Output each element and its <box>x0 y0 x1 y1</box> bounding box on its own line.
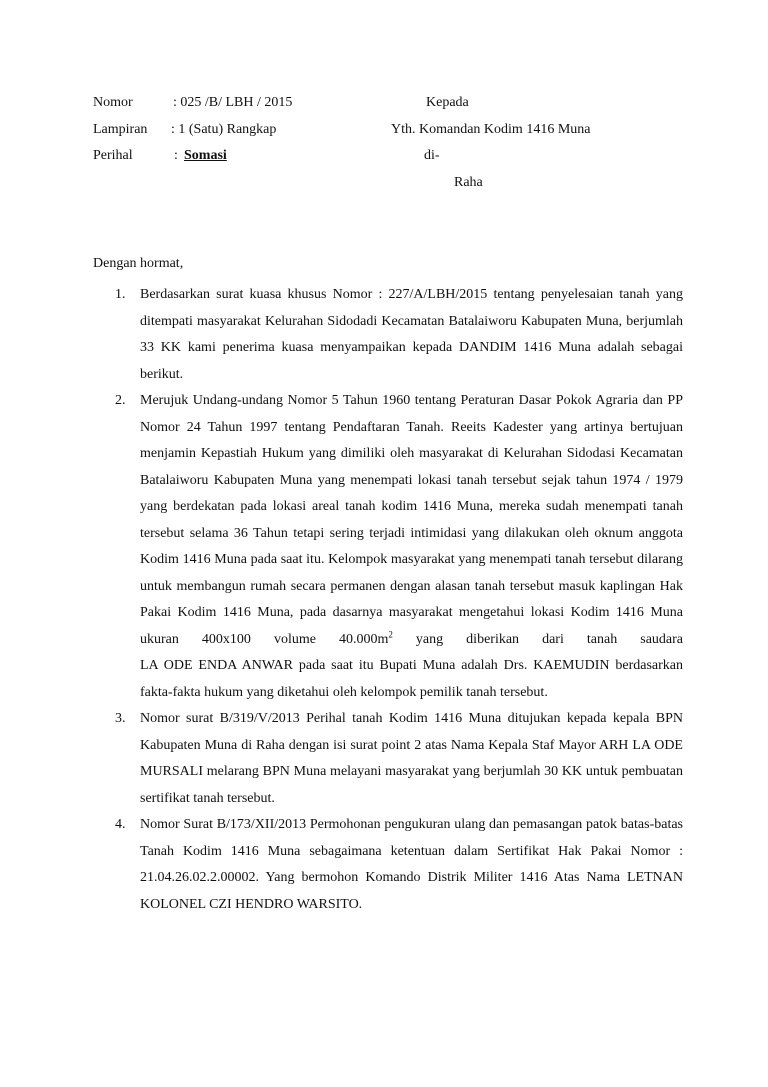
list-item-number: 3. <box>115 711 126 726</box>
lampiran-value: : 1 (Satu) Rangkap <box>171 122 277 137</box>
list-item-number: 4. <box>115 817 126 832</box>
list-item <box>93 388 683 706</box>
list-item-text: Nomor surat B/319/V/2013 Perihal tanah Kodim 1416 Muna ditujukan kepada kepala BPN Kabupaten Muna di Raha dengan isi surat point 2 atas Nama Kepala Staf Mayor ARH LA ODE MURSALI melarang BPN Muna melayani masyarakat yang berjumlah 30 KK untuk pembuatan sertifikat tanah tersebut. <box>140 711 683 806</box>
list-item-text: Berdasarkan surat kuasa khusus Nomor : 227/A/LBH/2015 tentang penyelesaian tanah yang ditempati masyarakat Kelurahan Sidodadi Kecamatan Batalaiworu Kabupaten Muna, berjumlah 33 KK kami penerima kuasa menyampaikan kepada DANDIM 1416 Muna adalah sebagai berikut. <box>140 287 683 382</box>
perihal-label: Perihal <box>93 148 133 163</box>
recipient-yth: Yth. Komandan Kodim 1416 Muna <box>391 122 591 137</box>
recipient-city: Raha <box>454 175 483 190</box>
salutation: Dengan hormat, <box>93 256 184 271</box>
list-item-text-end: LA ODE ENDA ANWAR pada saat itu Bupati Muna adalah Drs. KAEMUDIN berdasarkan fakta-fakta hukum yang diketahui oleh kelompok pemilik tanah tersebut. <box>140 658 683 700</box>
recipient-di: di- <box>424 148 440 163</box>
list-item-number: 2. <box>115 393 126 408</box>
measure-text-rest: yang diberikan dari tanah saudara <box>392 631 684 647</box>
list-item-text: Merujuk Undang-undang Nomor 5 Tahun 1960 tentang Peraturan Dasar Pokok Agraria dan PP Nomor 24 Tahun 1997 tentang Pendaftaran Tanah. Reeits Kadester yang artinya bertujuan menjamin Kepastiah Hukum yang dimiliki oleh masyarakat di Kelurahan Sidodasi Kecamatan Batalaiworu Kabupaten Muna yang menempati lokasi tanah tersebut sejak tahun 1974 / 1979 yang berdekatan pada lokasi areal tanah kodim 1416 Muna, mereka sudah menempati tanah tersebut selama 36 Tahun tetapi sering terjadi intimidasi yang dilakukan oleh oknum anggota Kodim 1416 Muna pada saat itu. Kelompok masyarakat yang menempati tanah tersebut dilarang untuk membangun rumah secara permanen dengan alasan tanah tersebut masuk kaplingan Hak Pakai Kodim 1416 Muna, pada dasarnya masyarakat mengetahui lokasi Kodim 1416 Muna <box>140 393 683 620</box>
recipient-kepada: Kepada <box>426 95 469 110</box>
list-item-number: 1. <box>115 287 126 302</box>
list-item-text: Nomor Surat B/173/XII/2013 Permohonan pengukuran ulang dan pemasangan patok batas-batas Tanah Kodim 1416 Muna sebagaimana ketentuan dalam Sertifikat Hak Pakai Nomor : 21.04.26.02.2.00002. Yang bermohon Komando Distrik Militer 1416 Atas Nama LETNAN KOLONEL CZI HENDRO WARSITO. <box>140 817 683 912</box>
list-item <box>93 282 683 388</box>
measure-text: ukuran 400x100 volume 40.000m <box>140 631 389 647</box>
list-item-text-measure <box>140 627 683 654</box>
list-item <box>93 706 683 812</box>
nomor-label: Nomor <box>93 95 133 110</box>
perihal-value: Somasi <box>184 148 227 163</box>
numbered-list <box>93 282 683 918</box>
nomor-value: : 025 /B/ LBH / 2015 <box>173 95 293 110</box>
perihal-colon: : <box>174 148 178 163</box>
lampiran-label: Lampiran <box>93 122 148 137</box>
measure-superscript: 2 <box>388 628 393 639</box>
list-item <box>93 812 683 918</box>
